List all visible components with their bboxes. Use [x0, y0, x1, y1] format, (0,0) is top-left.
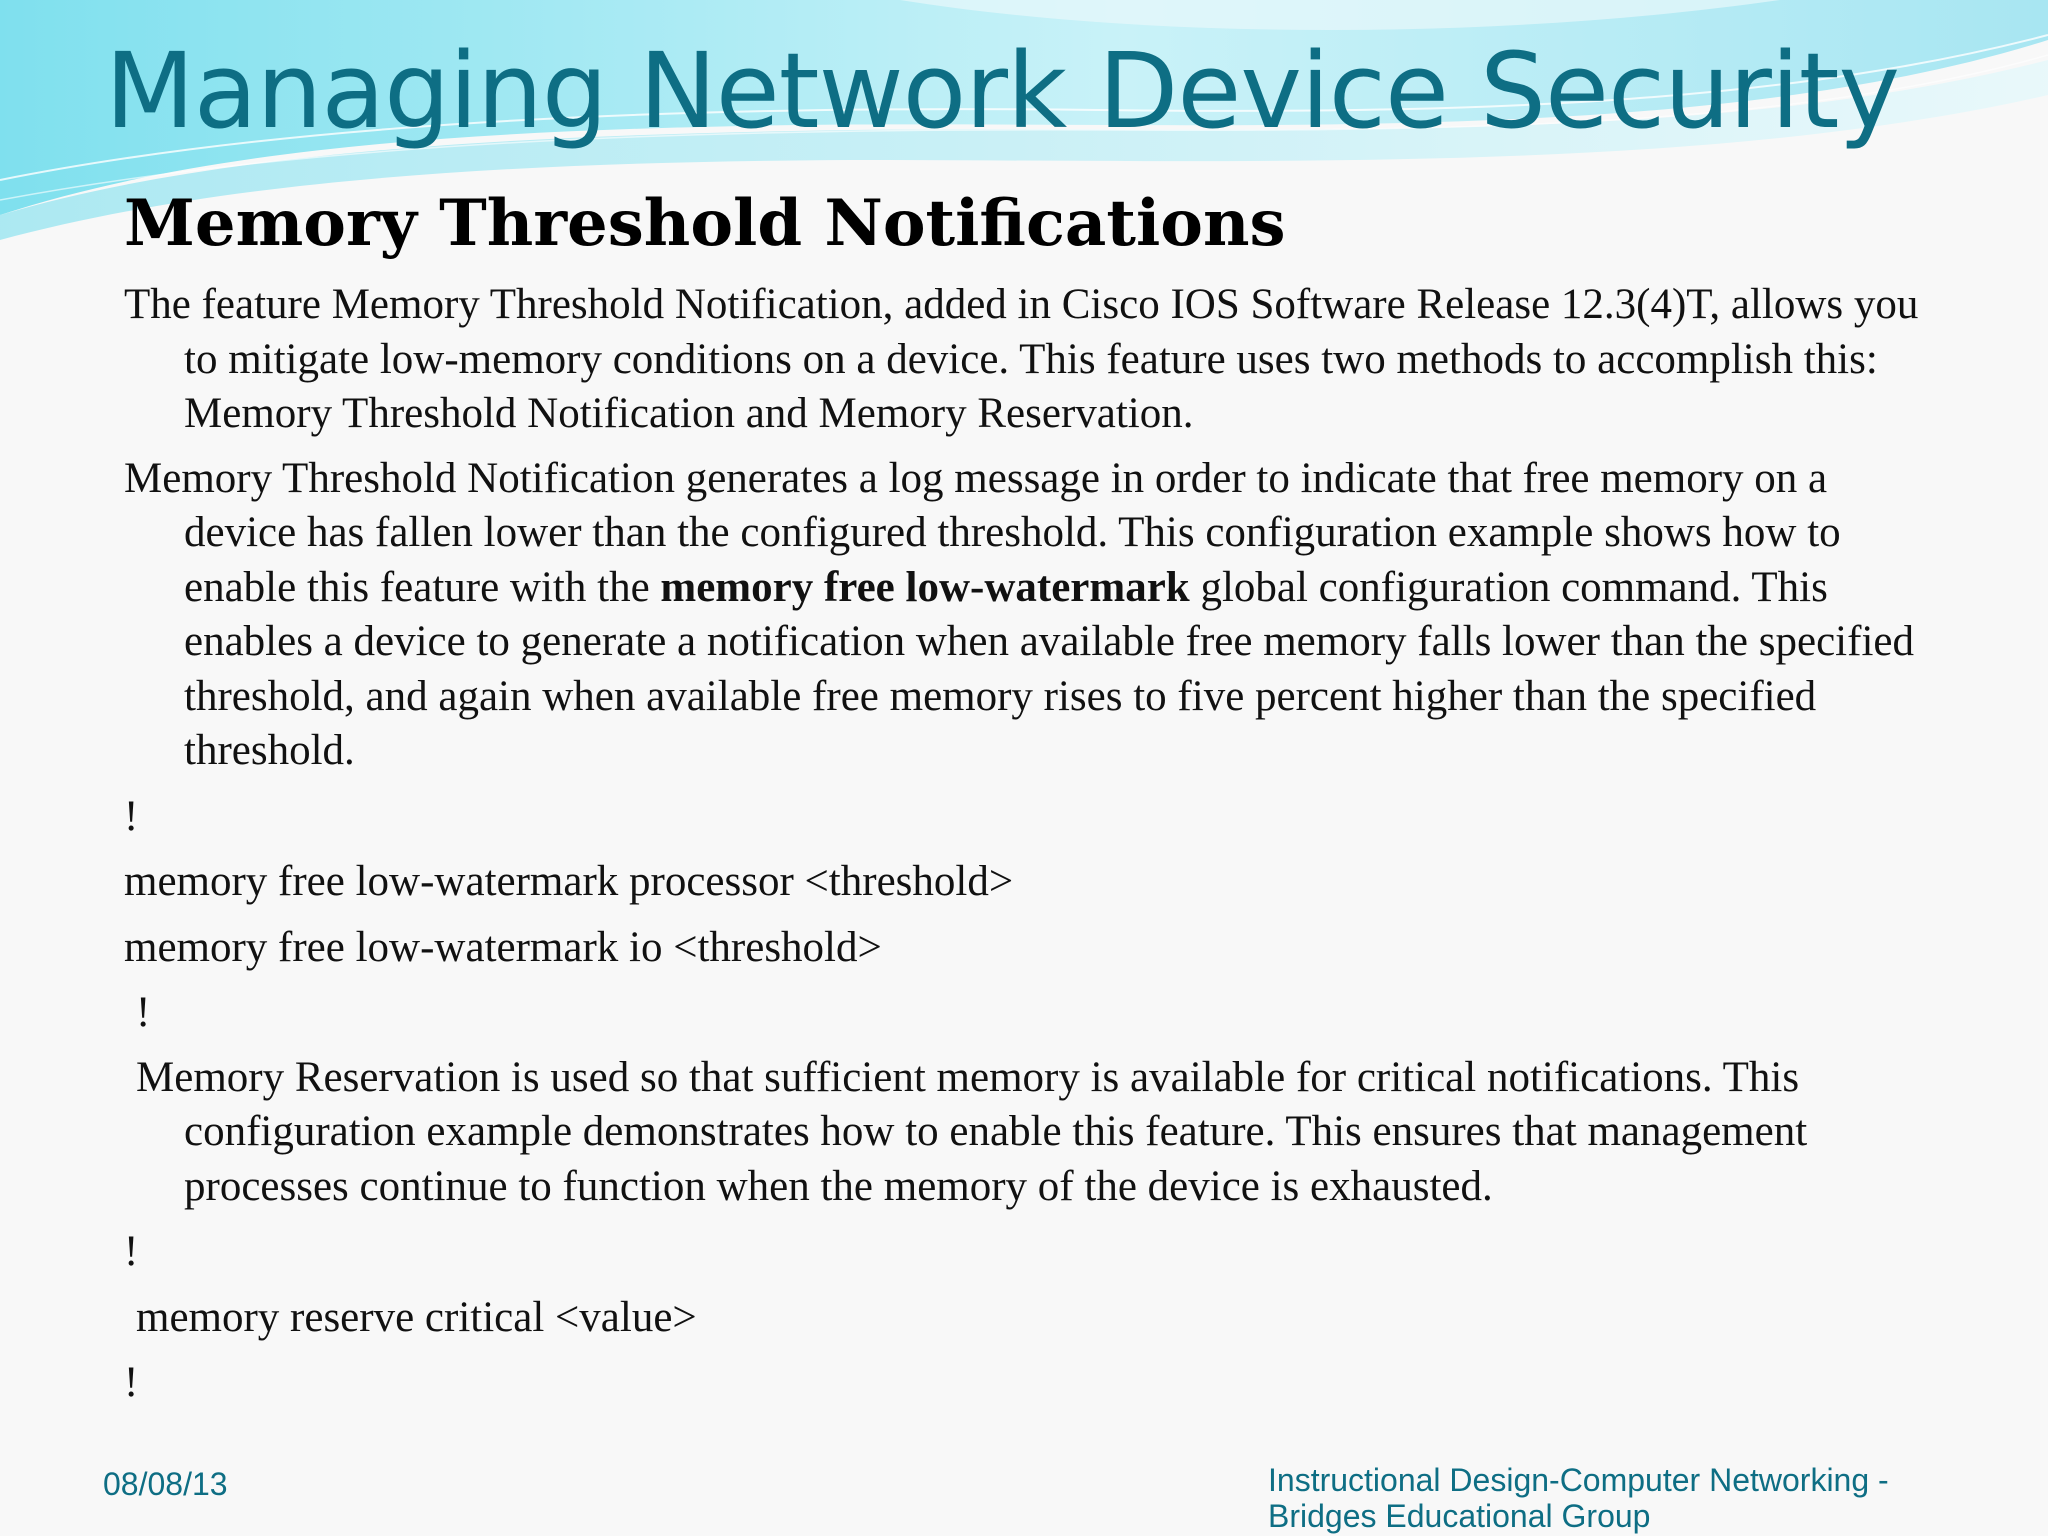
footer-credit-line: Instructional Design-Computer Networking - [1268, 1462, 1889, 1498]
text-segment: Memory Threshold Notification generates a log message in order to indicate that free memory on a device has fallen lower than the configured threshold. This configuration example shows how to enable this feature with the [124, 454, 1841, 611]
text-segment: global configuration command. This enables a device to generate a notification when available free memory falls lower than the specified threshold, and again when available free memory rises to five percent higher than the specified threshold. [184, 563, 1914, 774]
config-bang: ! [124, 1359, 139, 1406]
footer-date: 08/08/13 [103, 1466, 228, 1502]
paragraph-threshold-notification [124, 452, 1924, 779]
footer-credit [1268, 1462, 1988, 1534]
paragraph-intro: The feature Memory Threshold Notification, added in Cisco IOS Software Release 12.3(4)T, allows you to mitigate low-memory conditions on a device. This feature uses two methods to accomplish this: Memory Threshold Notification and Memory Reservation. [124, 281, 1919, 437]
command-name-bold: memory free low-watermark [660, 563, 1190, 611]
config-command: memory free low-watermark io <threshold> [124, 923, 882, 971]
slide-body [124, 278, 1924, 1411]
config-bang: ! [124, 1228, 139, 1275]
slide-title: Managing Network Device Security [105, 30, 1900, 152]
slide-subtitle: Memory Threshold Notifications [124, 186, 1286, 261]
config-command: memory reserve critical <value> [136, 1293, 697, 1341]
config-bang: ! [124, 792, 139, 840]
config-bang: ! [136, 989, 151, 1036]
footer-credit-line: Bridges Educational Group [1268, 1498, 1651, 1534]
config-command: memory free low-watermark processor <threshold> [124, 858, 1014, 905]
paragraph-memory-reservation: Memory Reservation is used so that sufficient memory is available for critical notifications. This configuration example demonstrates how to enable this feature. This ensures that management processes continue to function when the memory of the device is exhausted. [136, 1053, 1808, 1210]
